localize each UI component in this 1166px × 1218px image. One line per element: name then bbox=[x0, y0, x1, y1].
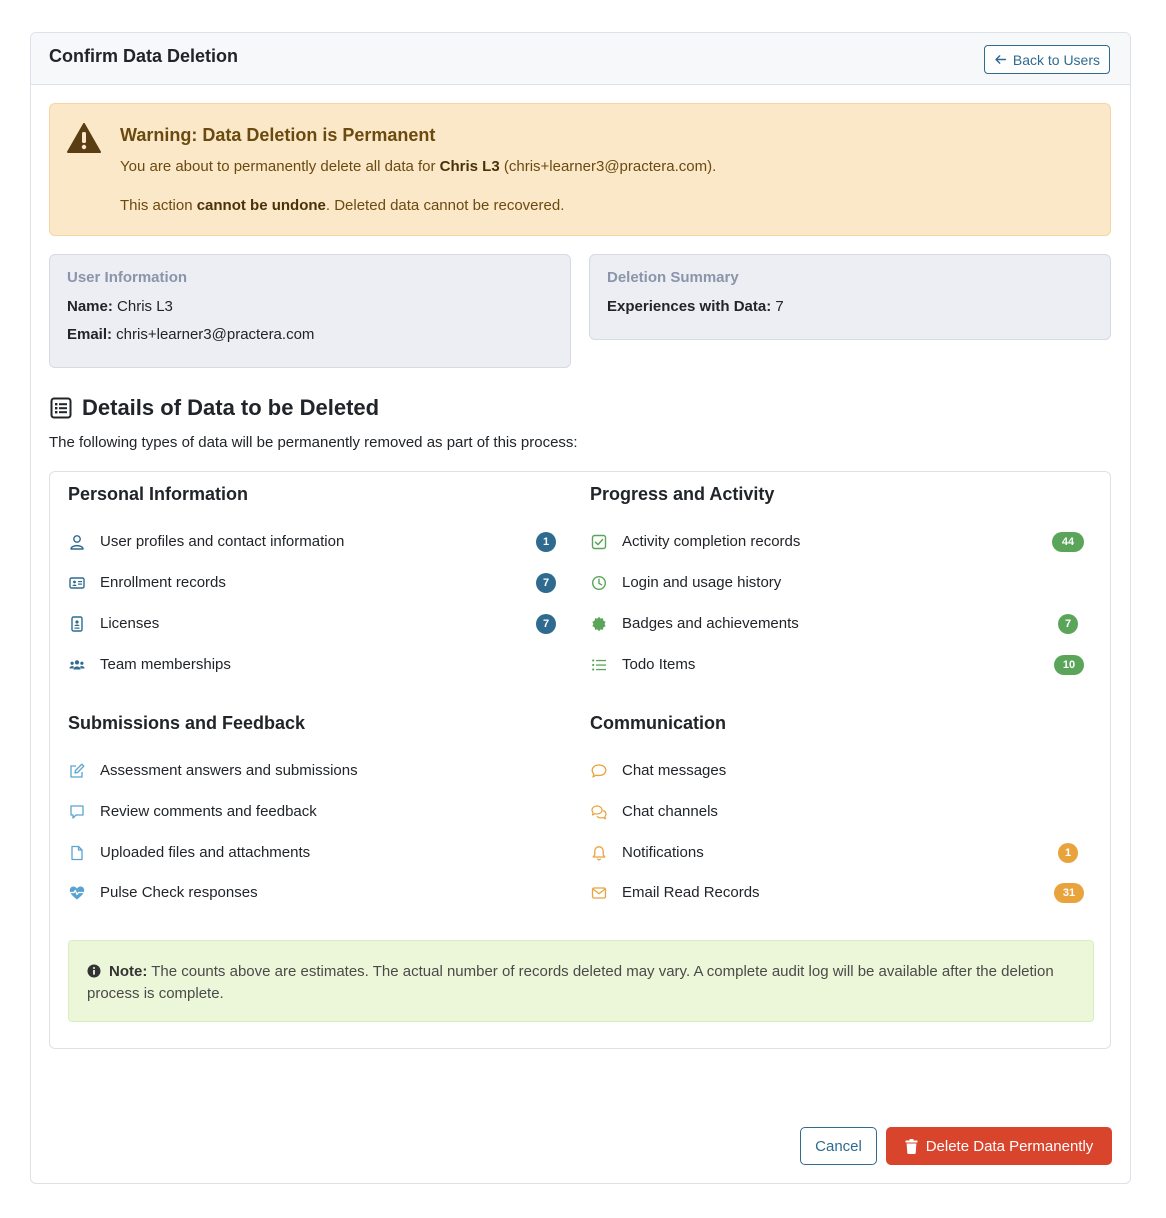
back-to-users-label: Back to Users bbox=[1012, 51, 1100, 68]
list-alt-icon bbox=[50, 397, 72, 419]
user-information-title: User Information bbox=[67, 269, 188, 286]
section-submissions-title: Submissions and Feedback bbox=[68, 713, 306, 733]
details-title: Details of Data to be Deleted bbox=[82, 395, 380, 420]
confirm-deletion-card bbox=[30, 32, 1131, 1184]
warning-line-1-prefix: You are about to permanently delete all data for bbox=[120, 158, 440, 175]
section-communication-title: Communication bbox=[590, 713, 727, 733]
user-icon bbox=[68, 533, 86, 551]
list-item bbox=[68, 530, 556, 554]
note-body: The counts above are estimates. The actual number of records deleted may vary. A complete audit log will be available after the deletion process is complete. bbox=[87, 963, 1054, 1002]
list-item-label: Uploaded files and attachments bbox=[100, 844, 311, 861]
list-item bbox=[590, 841, 1078, 865]
warning-line-2-suffix: . Deleted data cannot be recovered. bbox=[325, 197, 565, 214]
cancel-button[interactable]: Cancel bbox=[800, 1127, 877, 1165]
list-item bbox=[68, 759, 556, 783]
count-badge: 7 bbox=[536, 614, 556, 634]
warning-title: Warning: Data Deletion is Permanent bbox=[120, 125, 436, 145]
warning-line-2 bbox=[120, 197, 564, 214]
warning-alert bbox=[49, 103, 1111, 236]
user-name-value: Chris L3 bbox=[112, 298, 173, 315]
list-item-label: Review comments and feedback bbox=[100, 803, 317, 820]
list-item-label: Chat channels bbox=[622, 803, 718, 820]
note-text bbox=[87, 961, 1077, 1005]
list-item bbox=[590, 881, 1078, 905]
list-item-label: Activity completion records bbox=[622, 533, 801, 550]
list-item-label: Notifications bbox=[622, 844, 704, 861]
warning-icon bbox=[67, 123, 101, 153]
list-item bbox=[68, 800, 556, 824]
card-header bbox=[31, 33, 1130, 85]
list-icon bbox=[590, 656, 608, 674]
list-item-label: Chat messages bbox=[622, 762, 727, 779]
count-badge: 7 bbox=[536, 573, 556, 593]
list-item bbox=[590, 530, 1078, 554]
list-item-label: Licenses bbox=[100, 615, 160, 632]
list-item bbox=[590, 571, 1078, 595]
list-item-label: Assessment answers and submissions bbox=[100, 762, 358, 779]
warning-line-1-suffix: (chris+learner3@practera.com). bbox=[499, 158, 717, 175]
warning-line-1 bbox=[120, 158, 716, 175]
list-item bbox=[68, 841, 556, 865]
page-title: Confirm Data Deletion bbox=[49, 46, 239, 66]
count-badge: 10 bbox=[1054, 655, 1084, 675]
user-name-label: Name: bbox=[67, 298, 113, 315]
arrow-left-icon bbox=[994, 53, 1007, 66]
delete-button-label: Delete Data Permanently bbox=[925, 1137, 1094, 1155]
id-card-icon bbox=[68, 574, 86, 592]
delete-data-permanently-button[interactable] bbox=[886, 1127, 1112, 1165]
user-email-value: chris+learner3@practera.com bbox=[112, 326, 315, 343]
details-subtitle: The following types of data will be permanently removed as part of this process: bbox=[49, 434, 578, 451]
clock-icon bbox=[590, 574, 608, 592]
warning-user-name: Chris L3 bbox=[439, 158, 500, 175]
license-icon bbox=[68, 615, 86, 633]
list-item-label: Pulse Check responses bbox=[100, 884, 258, 901]
count-badge: 44 bbox=[1052, 532, 1084, 552]
details-heading bbox=[50, 395, 379, 421]
list-item bbox=[590, 759, 1078, 783]
list-item-label: User profiles and contact information bbox=[100, 533, 345, 550]
list-item-label: Team memberships bbox=[100, 656, 231, 673]
section-personal-title: Personal Information bbox=[68, 484, 249, 504]
heart-pulse-icon bbox=[68, 884, 86, 902]
count-badge: 7 bbox=[1058, 614, 1078, 634]
comment-icon bbox=[68, 803, 86, 821]
info-icon bbox=[87, 964, 101, 978]
count-badge: 31 bbox=[1054, 883, 1084, 903]
user-email-label: Email: bbox=[67, 326, 113, 343]
user-information-box bbox=[49, 254, 571, 368]
list-item bbox=[590, 800, 1078, 824]
file-icon bbox=[68, 844, 86, 862]
warning-line-2-bold: cannot be undone bbox=[196, 197, 326, 214]
warning-line-2-prefix: This action bbox=[120, 197, 197, 214]
user-email-row bbox=[67, 326, 314, 343]
list-item-label: Enrollment records bbox=[100, 574, 226, 591]
back-to-users-button[interactable] bbox=[984, 45, 1110, 74]
team-icon bbox=[68, 656, 86, 674]
count-badge: 1 bbox=[1058, 843, 1078, 863]
list-item-label: Badges and achievements bbox=[622, 615, 799, 632]
chat-icon bbox=[590, 762, 608, 780]
deletion-summary-box bbox=[589, 254, 1111, 340]
count-badge: 1 bbox=[536, 532, 556, 552]
user-name-row bbox=[67, 298, 173, 315]
list-item-label: Email Read Records bbox=[622, 884, 760, 901]
note-alert bbox=[68, 940, 1094, 1022]
data-details-panel bbox=[49, 471, 1111, 1049]
list-item bbox=[68, 612, 556, 636]
list-item-label: Todo Items bbox=[622, 656, 696, 673]
section-progress-title: Progress and Activity bbox=[590, 484, 775, 504]
list-item-label: Login and usage history bbox=[622, 574, 782, 591]
edit-icon bbox=[68, 762, 86, 780]
trash-icon bbox=[905, 1139, 918, 1154]
list-item bbox=[68, 653, 556, 677]
chats-icon bbox=[590, 803, 608, 821]
list-item bbox=[590, 653, 1078, 677]
list-item bbox=[590, 612, 1078, 636]
envelope-icon bbox=[590, 884, 608, 902]
experiences-value: 7 bbox=[771, 298, 784, 315]
badge-icon bbox=[590, 615, 608, 633]
bell-icon bbox=[590, 844, 608, 862]
list-item bbox=[68, 881, 556, 905]
note-label: Note: bbox=[109, 963, 148, 980]
check-square-icon bbox=[590, 533, 608, 551]
deletion-summary-title: Deletion Summary bbox=[607, 269, 739, 286]
list-item bbox=[68, 571, 556, 595]
experiences-label: Experiences with Data: bbox=[607, 298, 772, 315]
experiences-row bbox=[607, 298, 784, 315]
